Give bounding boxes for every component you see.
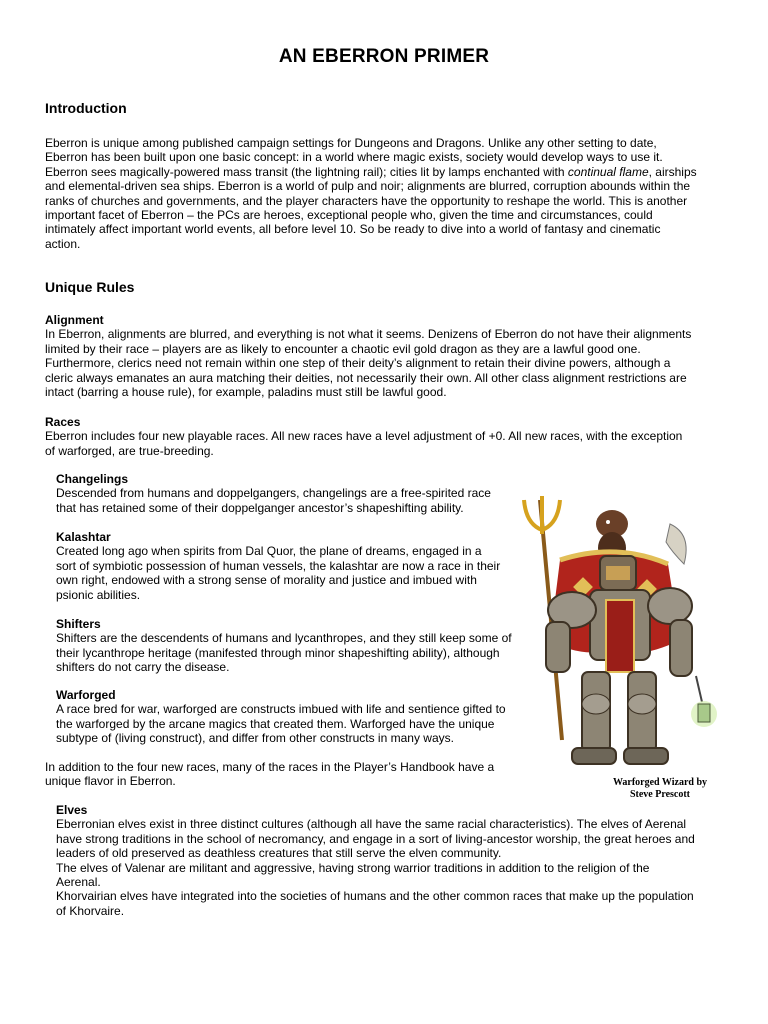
races-line: of warforged, are true-breeding.: [45, 443, 214, 458]
phb-note-line: In addition to the four new races, many of the races in the Player’s Handbook have a: [45, 760, 495, 774]
shifters-line: Shifters are the descendents of humans and lycanthropes, and they still keep some of: [56, 631, 512, 646]
warforged-heading: Warforged: [56, 688, 116, 702]
warforged-face: [606, 566, 630, 580]
alignment-line: limited by their race – players are as likely to encounter a chaotic evil gold dragon as they are a lawful good one.: [45, 341, 641, 356]
caption-line: Warforged Wizard by: [612, 777, 708, 788]
left-foot: [572, 748, 616, 764]
trident-head: [524, 496, 560, 534]
introduction-paragraph: [45, 136, 725, 251]
shifters-heading: Shifters: [56, 617, 101, 631]
left-arm: [546, 622, 570, 672]
intro-line: intimately affect important world events, all before level 10. So be ready to dive into a world of fantasy and cinematic: [45, 222, 661, 237]
kalashtar-line: sort of symbiotic possession of human vessels, the kalashtar are now a race in their: [56, 558, 501, 573]
kalashtar-line: own right, endowed with a strong sense of morality and justice and imbued with: [56, 573, 477, 588]
right-knee: [628, 694, 656, 714]
right-arm: [670, 620, 692, 676]
warforged-line: subtype of (living construct), and differ from other constructs in many ways.: [56, 731, 454, 746]
warforged-wizard-illustration: [520, 490, 720, 780]
alignment-line: cleric always emanates an aura matching their deities, not necessarily their own. All other class alignment restrictions are: [45, 370, 687, 385]
elves-line: leaders of old preserved as deathless creatures that still serve the elven community.: [56, 846, 502, 861]
kalashtar-section: [56, 530, 500, 602]
spell-name: continual flame: [567, 164, 649, 179]
elves-heading: Elves: [56, 803, 88, 817]
familiar-eye: [606, 520, 610, 524]
right-shoulder: [648, 588, 692, 624]
right-foot: [624, 748, 668, 764]
shifters-line: shifters do not carry the disease.: [56, 660, 230, 675]
elves-line: Eberronian elves exist in three distinct cultures (although all have the same racial characteristics). The elves of Aerenal: [56, 817, 687, 832]
intro-line: Eberron sees magically-powered mass transit (the lightning rail); cities lit by lamps enchanted with continual flame, airships: [45, 164, 697, 179]
introduction-heading: Introduction: [45, 100, 127, 116]
tabard: [606, 600, 634, 672]
left-knee: [582, 694, 610, 714]
intro-line: important facet of Eberron – the PCs are heroes, exceptional people who, given the time and circumstances, could: [45, 208, 653, 223]
warforged-line: A race bred for war, warforged are constructs imbued with life and sentience gifted to: [56, 702, 506, 717]
elves-line: have strong traditions in the school of necromancy, and engage in a sort of living-ancestor worship, the great heroes and: [56, 831, 695, 846]
lantern: [698, 704, 710, 722]
figure-caption: [600, 777, 720, 801]
kalashtar-line: Created long ago when spirits from Dal Quor, the plane of dreams, engaged in a: [56, 544, 482, 559]
shifters-line: their lycanthrope heritage (manifested through minor shapeshifting ability), although: [56, 645, 500, 660]
intro-line: ranks of churches and governments, and the player characters have the opportunity to reshape the world. This is another: [45, 193, 688, 208]
races-heading: Races: [45, 415, 81, 429]
intro-line: Eberron is unique among published campaign settings for Dungeons and Dragons. Unlike any other setting to date,: [45, 136, 657, 150]
alignment-section: [45, 313, 725, 399]
caption-line: Steve Prescott: [629, 789, 691, 800]
lantern-chain: [696, 676, 702, 702]
alignment-line: Furthermore, clerics need not remain within one step of their deity’s alignment to retain their divine powers, although a: [45, 356, 671, 371]
unique-rules-heading: Unique Rules: [45, 279, 135, 295]
warforged-section: [56, 688, 506, 746]
alignment-line: In Eberron, alignments are blurred, and everything is not what it seems. Denizens of Eberron do not have their alignments: [45, 327, 692, 342]
horn: [666, 524, 686, 564]
elves-section: [56, 803, 726, 918]
alignment-heading: Alignment: [45, 313, 104, 327]
kalashtar-heading: Kalashtar: [56, 530, 111, 544]
changelings-line: that has retained some of their doppelganger ancestor’s shapeshifting ability.: [56, 500, 464, 515]
changelings-heading: Changelings: [56, 472, 129, 486]
elves-line: Aerenal.: [56, 875, 101, 890]
changelings-section: [56, 472, 491, 515]
phb-races-note: [45, 760, 525, 789]
kalashtar-line: psionic abilities.: [56, 587, 141, 602]
intro-line: action.: [45, 236, 81, 251]
page-title: AN EBERRON PRIMER: [278, 46, 490, 67]
intro-line: and elemental-driven sea ships. Eberron is a world of pulp and noir; alignments are blurred, corruption abounds within the: [45, 179, 691, 194]
elves-line: Khorvairian elves have integrated into the societies of humans and the other common races that make up the population: [56, 889, 694, 904]
alignment-line: intact (barring a house rule), for example, paladins must still be lawful good.: [45, 385, 447, 400]
changelings-line: Descended from humans and doppelgangers, changelings are a free-spirited race: [56, 486, 491, 501]
races-section: [45, 415, 725, 458]
races-line: Eberron includes four new playable races. All new races have a level adjustment of +0. All new races, with the exception: [45, 429, 683, 444]
intro-line: Eberron has been built upon one basic concept: in a world where magic exists, society would develop ways to use it.: [45, 150, 663, 165]
elves-line: The elves of Valenar are militant and aggressive, having strong warrior traditions in addition to the religion of the: [56, 860, 650, 875]
warforged-line: the warforged by the arcane magics that created them. Warforged have the unique: [56, 716, 495, 731]
elves-line: of Khorvaire.: [56, 903, 125, 918]
phb-note-line: unique flavor in Eberron.: [45, 774, 176, 789]
shifters-section: [56, 617, 512, 675]
